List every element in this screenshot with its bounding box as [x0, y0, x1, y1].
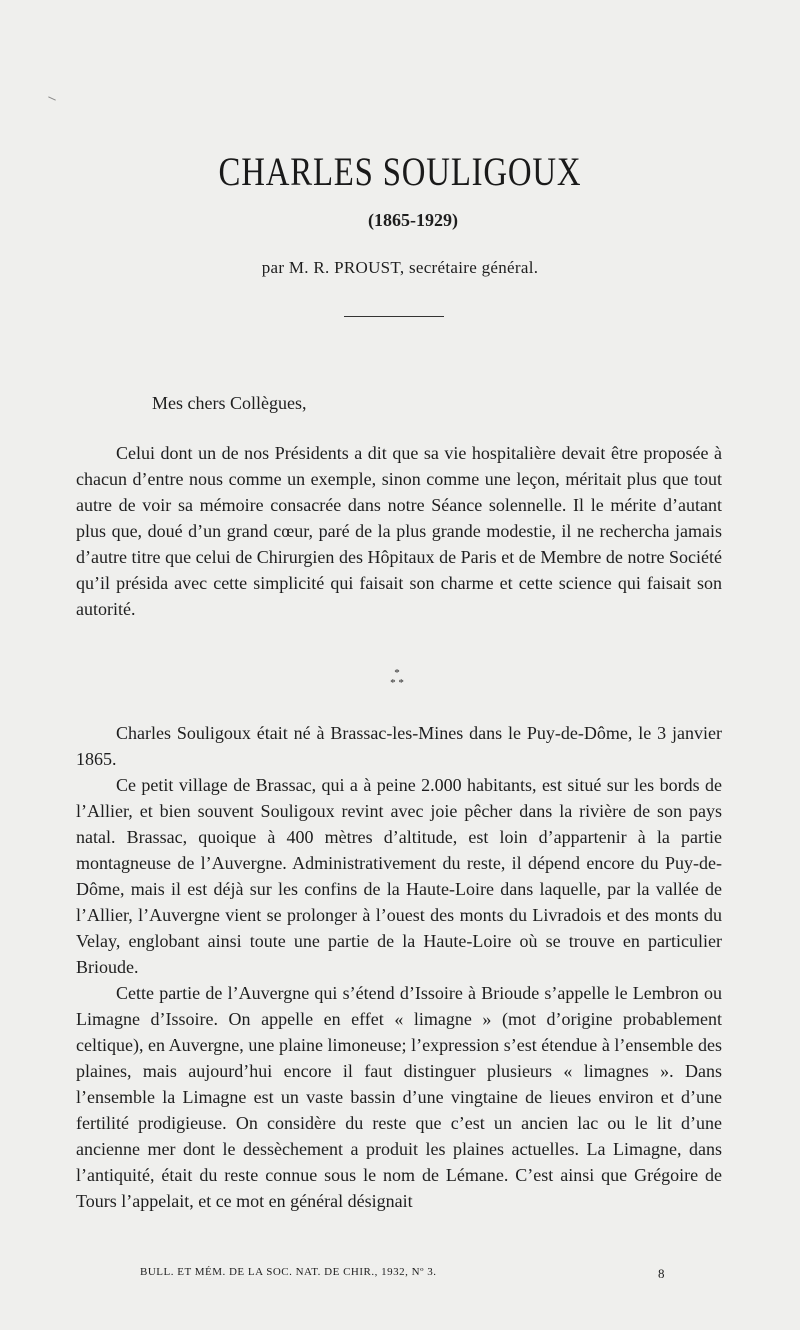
paragraph-2: Charles Souligoux était né à Brassac-les-Mines dans le Puy-de-Dôme, le 3 janvier 1865.: [76, 723, 722, 769]
salutation: Mes chers Collègues,: [152, 393, 307, 413]
page-footer: [140, 1266, 665, 1282]
journal-reference: BULL. ET MÉM. DE LA SOC. NAT. DE CHIR., 1932, Nº 3.: [140, 1266, 437, 1278]
page-number: 8: [658, 1266, 665, 1281]
article-title: CHARLES SOULIGOUX: [218, 149, 582, 194]
paragraph-1: Celui dont un de nos Présidents a dit que sa vie hospitalière devait être proposée à chacun d’entre nous comme un exemple, sinon comme une leçon, méritait plus que tout autre de voir sa mémoire consacrée dans notre Séance solennelle. Il le mérite d’autant plus que, doué d’un grand cœur, paré de la plus grande modestie, il ne rechercha jamais d’autre titre que celui de Chirurgien des Hôpitaux de Paris et de Membre de notre Société qu’il présida avec cette simplicité qui faisait son charme et cette science qui faisait son autorité.: [76, 443, 722, 619]
article-byline: par M. R. PROUST, secrétaire général.: [261, 258, 539, 277]
paragraph-4: Cette partie de l’Auvergne qui s’étend d’Issoire à Brioude s’appelle le Lembron ou Limagne d’Issoire. On appelle en effet « limagne » (mot d’origine probablement celtique), en Auvergne, une plaine limoneuse; l’expression s’est étendue à l’ensemble des plaines, mais aujourd’hui encore il faut distinguer plusieurs « limagnes ». Dans l’ensemble la Limagne est un vaste bassin d’une vingtaine de lieues environ et d’une fertilité prodigieuse. On considère du reste que c’est un ancien lac ou le lit d’une ancienne mer dont le dessèchement a produit les plaines actuelles. La Limagne, dans l’antiquité, était du reste connue sous le nom de Lémane. C’est ainsi que Grégoire de Tours l’appelait, et ce mot en général désignait: [76, 983, 722, 1211]
title-divider: [344, 316, 444, 317]
separator-bottom: * *: [390, 677, 404, 689]
opening-section: [76, 440, 722, 622]
biography-section: [76, 720, 722, 1214]
scan-mark: [48, 96, 56, 100]
article-dates: (1865-1929): [368, 210, 458, 230]
section-separator: [372, 668, 422, 694]
separator-top: *: [394, 667, 400, 679]
paragraph-3: Ce petit village de Brassac, qui a à peine 2.000 habitants, est situé sur les bords de l’Allier, et bien souvent Souligoux revint avec joie pêcher dans la rivière de son pays natal. Brassac, quoique à 400 mètres d’altitude, est loin d’appartenir à la partie montagneuse de l’Auvergne. Administrativement du reste, il dépend encore du Puy-de-Dôme, mais il est déjà sur les confins de la Haute-Loire dans laquelle, par la vallée de l’Allier, l’Auvergne vient se prolonger à l’ouest des monts du Livradois et des monts du Velay, englobant ainsi toute une partie de la Haute-Loire où se trouve en particulier Brioude.: [76, 775, 722, 977]
